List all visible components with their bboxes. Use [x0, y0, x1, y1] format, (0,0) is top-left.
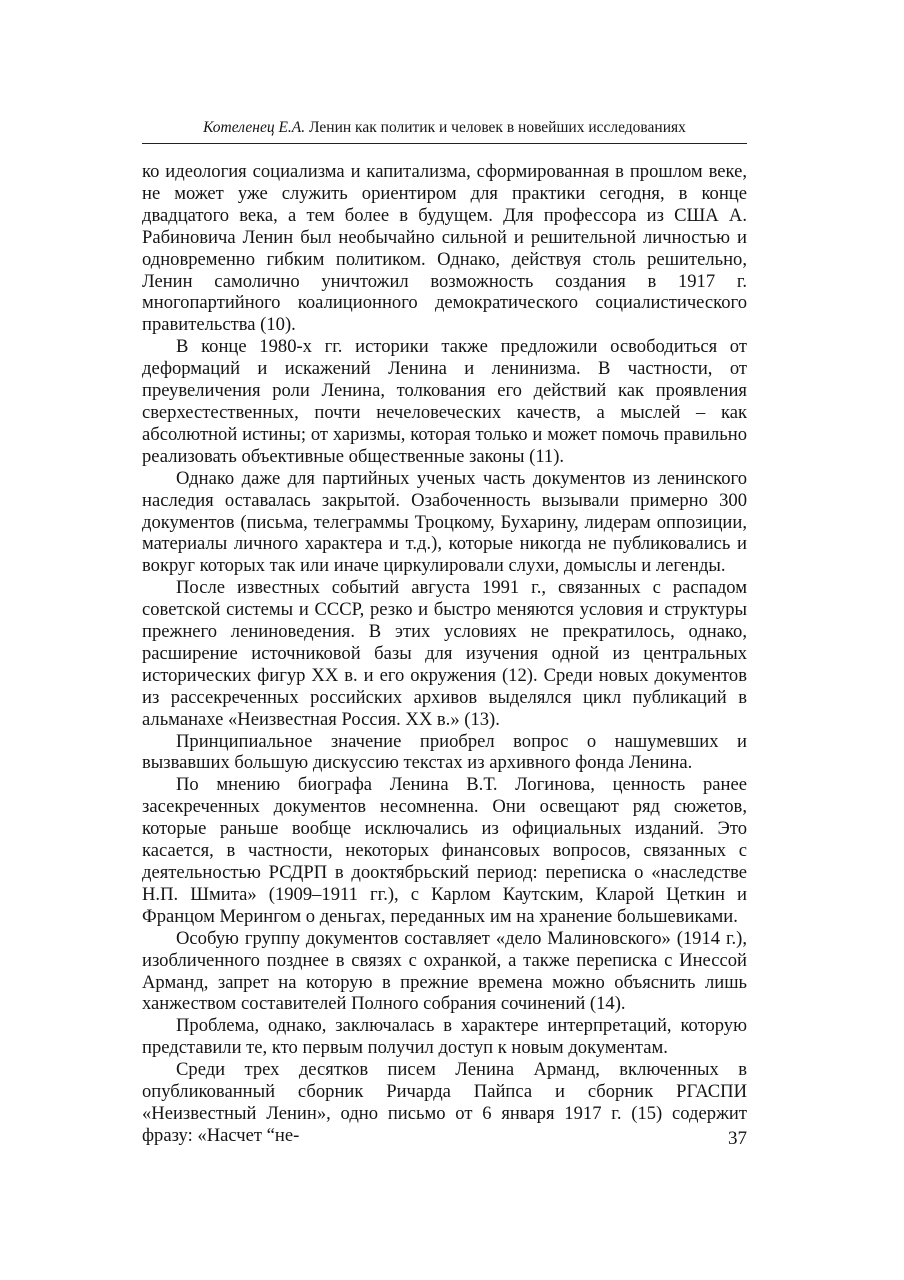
paragraph-9: Среди трех десятков писем Ленина Арманд, включенных в опубликованный сборник Ричарда Пайпса и сборник РГАСПИ «Неизвестный Ленин», одно письмо от 6 января 1917 г. (15) содержит фразу: «Насчет “не-: [142, 1059, 747, 1146]
paragraph-8: Проблема, однако, заключалась в характере интерпретаций, которую представили те, кто первым получил доступ к новым документам.: [142, 1015, 747, 1059]
paragraph-6: По мнению биографа Ленина В.Т. Логинова, ценность ранее засекреченных документов несомненна. Они освещают ряд сюжетов, которые раньше вообще исключались из официальных изданий. Это касается, в частности, некоторых финансовых вопросов, связанных с деятельностью РСДРП в дооктябрьский период: переписка о «наследстве Н.П. Шмита» (1909–1911 гг.), с Карлом Каутским, Кларой Цеткин и Францом Мерингом о деньгах, переданных им на хранение большевиками.: [142, 774, 747, 927]
paragraph-5: Принципиальное значение приобрел вопрос о нашумевших и вызвавших большую дискуссию текстах из архивного фонда Ленина.: [142, 730, 747, 774]
header-author: Котеленец Е.А.: [203, 119, 306, 136]
page-number: 37: [728, 1128, 747, 1149]
paragraph-7: Особую группу документов составляет «дело Малиновского» (1914 г.), изобличенного позднее в связях с охранкой, а также переписка с Инессой Арманд, запрет на которую в прежние времена можно объяснить лишь ханжеством составителей Полного собрания сочинений (14).: [142, 927, 747, 1015]
paragraph-4: После известных событий августа 1991 г., связанных с распадом советской системы и СССР, резко и быстро меняются условия и структуры прежнего лениноведения. В этих условиях не прекратилось, однако, расширение источниковой базы для изучения одной из центральных исторических фигур XX в. и его окружения (12). Среди новых документов из рассекреченных российских архивов выделялся цикл публикаций в альманахе «Неизвестная Россия. XX в.» (13).: [142, 577, 747, 730]
body-text: [142, 161, 747, 1147]
paragraph-1: ко идеология социализма и капитализма, сформированная в прошлом веке, не может уже служить ориентиром для практики сегодня, в конце двадцатого века, а тем более в будущем. Для профессора из США А. Рабиновича Ленин был необычайно сильной и решительной личностью и одновременно гибким политиком. Однако, действуя столь решительно, Ленин самолично уничтожил возможность создания в 1917 г. многопартийного коалиционного демократического социалистического правительства (10).: [142, 161, 747, 336]
header-divider: [142, 143, 747, 144]
paragraph-3: Однако даже для партийных ученых часть документов из ленинского наследия оставалась закрытой. Озабоченность вызывали примерно 300 документов (письма, телеграммы Троцкому, Бухарину, лидерам оппозиции, материалы личного характера и т.д.), которые никогда не публиковались и вокруг которых так или иначе циркулировали слухи, домыслы и легенды.: [142, 467, 747, 577]
paragraph-2: В конце 1980-х гг. историки также предложили освободиться от деформаций и искажений Ленина и ленинизма. В частности, от преувеличения роли Ленина, толкования его действий как проявления сверхестественных, почти нечеловеческих качеств, а мыслей – как абсолютной истины; от харизмы, которая только и может помочь правильно реализовать объективные общественные законы (11).: [142, 336, 747, 467]
header-title: Ленин как политик и человек в новейших исследованиях: [309, 119, 686, 136]
running-header: [142, 118, 747, 138]
